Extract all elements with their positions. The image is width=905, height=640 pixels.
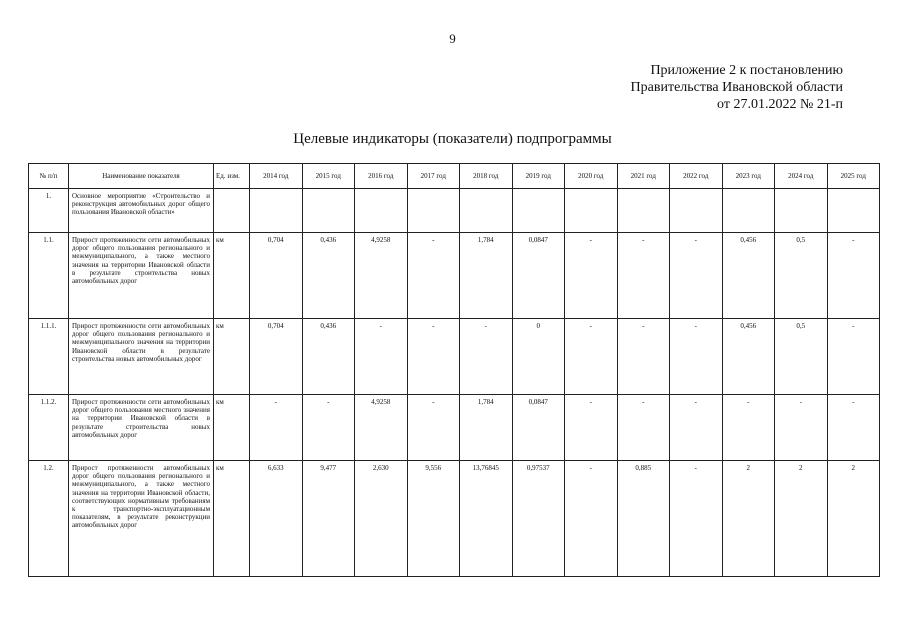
header-name: Наименование показателя <box>69 164 214 189</box>
value-cell <box>617 189 670 233</box>
header-year: 2018 год <box>460 164 513 189</box>
header-year: 2019 год <box>512 164 565 189</box>
header-year: 2016 год <box>355 164 408 189</box>
value-cell: - <box>617 233 670 319</box>
indicator-name: Основное мероприятие «Строительство и реконструкция автомобильных дорог общего пользования Ивановской области» <box>69 189 214 233</box>
value-cell: 0,885 <box>617 461 670 577</box>
header-year: 2022 год <box>670 164 723 189</box>
value-cell: - <box>670 461 723 577</box>
value-cell: - <box>565 395 618 461</box>
header-year: 2020 год <box>565 164 618 189</box>
appendix-line-3: от 27.01.2022 № 21-п <box>717 97 843 112</box>
row-number: 1. <box>29 189 69 233</box>
value-cell <box>407 189 460 233</box>
value-cell: 9,477 <box>302 461 355 577</box>
value-cell: 4,9258 <box>355 395 408 461</box>
value-cell: - <box>670 395 723 461</box>
indicator-name: Прирост протяженности автомобильных дорог общего пользования регионального и межмуниципального, а также местного значения на территории Ивановской области, соответствующих нормативным требованиям к транспортно-эксплуатационным показателям, в результате реконструкции автомобильных дорог <box>69 461 214 577</box>
value-cell: - <box>565 461 618 577</box>
table-row <box>29 461 880 577</box>
indicator-name: Прирост протяженности сети автомобильных дорог общего пользования регионального и межмуниципального значения на территории Ивановской области в результате строительства новых автомобильных дорог <box>69 319 214 395</box>
unit-cell: км <box>214 233 250 319</box>
value-cell <box>460 189 513 233</box>
value-cell: 0,0847 <box>512 395 565 461</box>
indicators-table <box>28 163 880 577</box>
unit-cell <box>214 189 250 233</box>
value-cell: 0,456 <box>722 319 775 395</box>
value-cell: 1,784 <box>460 395 513 461</box>
value-cell: 0,5 <box>775 319 828 395</box>
header-unit: Ед. изм. <box>214 164 250 189</box>
document-title: Целевые индикаторы (показатели) подпрограммы <box>293 131 612 147</box>
value-cell: - <box>722 395 775 461</box>
value-cell: - <box>775 395 828 461</box>
value-cell: 0,97537 <box>512 461 565 577</box>
value-cell: - <box>670 233 723 319</box>
value-cell: - <box>565 233 618 319</box>
appendix-reference <box>631 62 843 113</box>
value-cell: 0,0847 <box>512 233 565 319</box>
value-cell: 0,704 <box>250 233 303 319</box>
value-cell: 2 <box>827 461 880 577</box>
table-row <box>29 395 880 461</box>
row-number: 1.1.1. <box>29 319 69 395</box>
value-cell: 0,436 <box>302 319 355 395</box>
value-cell: 2 <box>775 461 828 577</box>
value-cell: 0,456 <box>722 233 775 319</box>
unit-cell: км <box>214 395 250 461</box>
value-cell: - <box>565 319 618 395</box>
table-header-row <box>29 164 880 189</box>
value-cell: 0 <box>512 319 565 395</box>
header-year: 2014 год <box>250 164 303 189</box>
value-cell: - <box>302 395 355 461</box>
value-cell: 2,630 <box>355 461 408 577</box>
value-cell: - <box>355 319 408 395</box>
value-cell: 0,436 <box>302 233 355 319</box>
value-cell: 9,556 <box>407 461 460 577</box>
value-cell <box>512 189 565 233</box>
value-cell: 13,76845 <box>460 461 513 577</box>
header-num: № п/п <box>29 164 69 189</box>
value-cell <box>722 189 775 233</box>
value-cell: - <box>827 395 880 461</box>
value-cell: - <box>670 319 723 395</box>
header-year: 2015 год <box>302 164 355 189</box>
value-cell: - <box>827 233 880 319</box>
row-number: 1.1. <box>29 233 69 319</box>
value-cell: 0,5 <box>775 233 828 319</box>
value-cell: 0,704 <box>250 319 303 395</box>
header-year: 2024 год <box>775 164 828 189</box>
unit-cell: км <box>214 461 250 577</box>
value-cell <box>775 189 828 233</box>
page-number: 9 <box>449 31 456 46</box>
value-cell: 4,9258 <box>355 233 408 319</box>
header-year: 2017 год <box>407 164 460 189</box>
value-cell <box>565 189 618 233</box>
value-cell: 6,633 <box>250 461 303 577</box>
value-cell: - <box>827 319 880 395</box>
table-row <box>29 233 880 319</box>
value-cell <box>250 189 303 233</box>
value-cell <box>827 189 880 233</box>
unit-cell: км <box>214 319 250 395</box>
value-cell: - <box>617 395 670 461</box>
value-cell <box>670 189 723 233</box>
table-row <box>29 319 880 395</box>
value-cell: - <box>460 319 513 395</box>
value-cell: - <box>250 395 303 461</box>
indicator-name: Прирост протяженности сети автомобильных дорог общего пользования местного значения на территории Ивановской области в результате строительства новых автомобильных дорог <box>69 395 214 461</box>
value-cell: - <box>407 319 460 395</box>
appendix-line-2: Правительства Ивановской области <box>630 80 843 95</box>
value-cell: 1,784 <box>460 233 513 319</box>
value-cell: 2 <box>722 461 775 577</box>
row-number: 1.2. <box>29 461 69 577</box>
header-year: 2023 год <box>722 164 775 189</box>
header-year: 2025 год <box>827 164 880 189</box>
value-cell: - <box>617 319 670 395</box>
table-row <box>29 189 880 233</box>
value-cell <box>302 189 355 233</box>
row-number: 1.1.2. <box>29 395 69 461</box>
value-cell <box>355 189 408 233</box>
value-cell: - <box>407 395 460 461</box>
value-cell: - <box>407 233 460 319</box>
appendix-line-1: Приложение 2 к постановлению <box>650 63 843 78</box>
indicator-name: Прирост протяженности сети автомобильных дорог общего пользования регионального и межмуниципального, а также местного значения на территории Ивановской области в результате строительства новых автомобильных дорог <box>69 233 214 319</box>
header-year: 2021 год <box>617 164 670 189</box>
